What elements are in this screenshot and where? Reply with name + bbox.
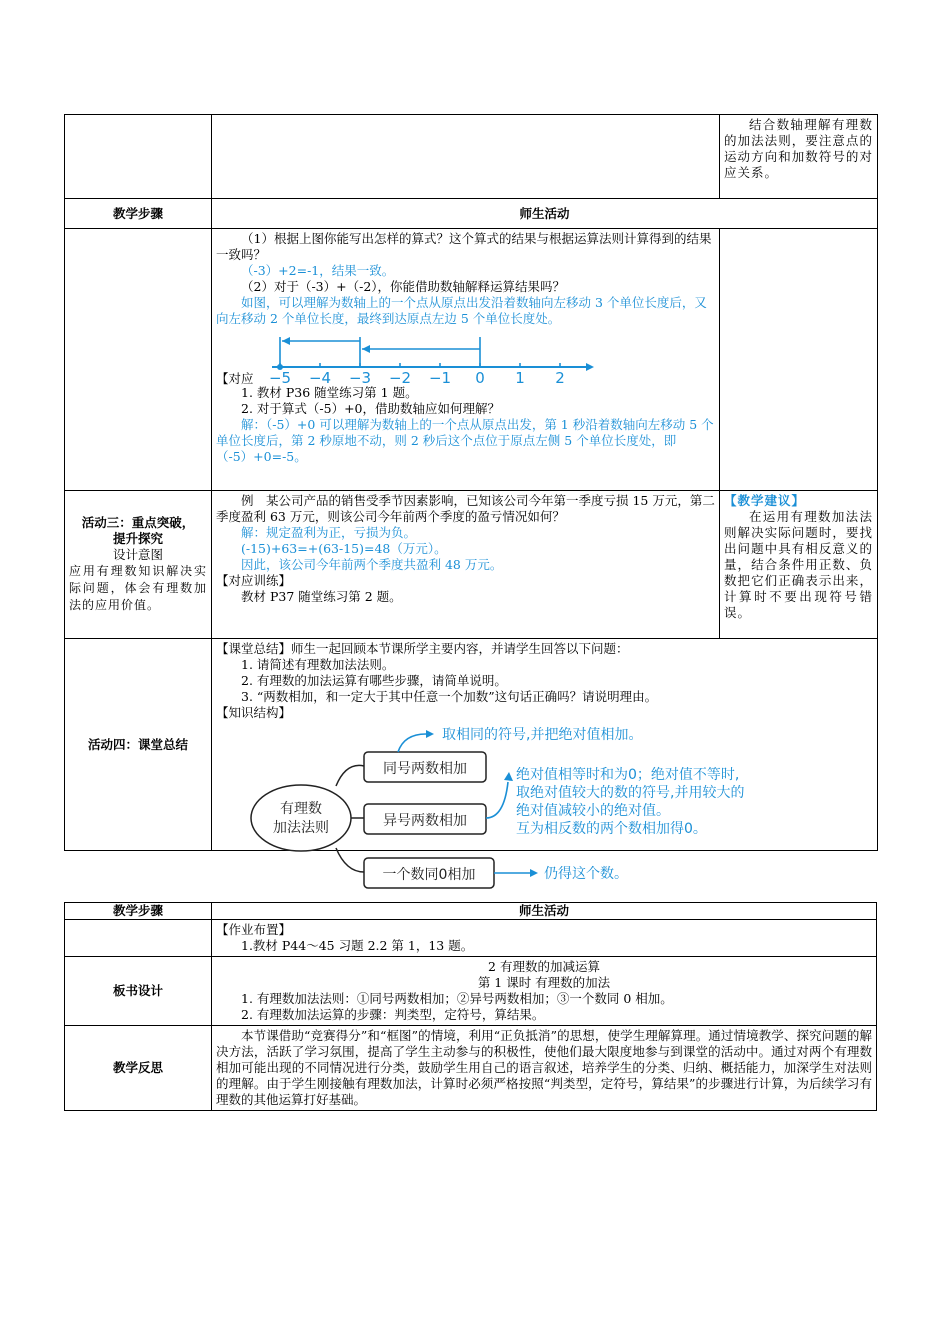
suggestion-title: 【教学建议】: [724, 493, 806, 508]
axis-arrow: [586, 363, 594, 371]
link-top: [336, 765, 364, 786]
training-text: 教材 P37 随堂练习第 2 题。: [241, 589, 402, 604]
axis-tick-label: 2: [555, 369, 565, 385]
design-intent: 应用有理数知识解决实际问题，体会有理数加法的应用价值。: [69, 564, 207, 612]
axis-tick-label: −3: [348, 369, 372, 385]
number-line-figure: [216, 327, 715, 385]
note-arrow-1: [398, 734, 426, 752]
header-activity-2: 师生活动: [212, 903, 877, 920]
table-row: [65, 491, 878, 639]
solution-line-1: 解：规定盈利为正，亏损为负。: [241, 525, 417, 540]
branch-same-sign-label: 同号两数相加: [383, 761, 467, 777]
table-row: [65, 115, 878, 199]
board-point-1: 1. 有理数加法法则：①同号两数相加；②异号两数相加；③一个数同 0 相加。: [241, 991, 673, 1006]
answer-1: （-3）+2=-1，结果一致。: [241, 263, 395, 278]
move-arrow-2-head: [282, 337, 290, 345]
table-header-row: [65, 903, 877, 920]
exercise-1: 1. 教材 P36 随堂练习第 1 题。: [241, 385, 418, 400]
summary-question-1: 1. 请简述有理数加法法则。: [241, 657, 395, 672]
cut-label: 【对应: [216, 371, 254, 385]
move-arrow-3-head: [362, 345, 370, 353]
summary-question-3: 3. “两数相加，和一定大于其中任意一个加数”这句话正确吗？请说明理由。: [241, 689, 658, 704]
homework-title: 【作业布置】: [216, 922, 292, 937]
center-node: [251, 785, 351, 851]
header-step-2: 教学步骤: [65, 903, 212, 920]
note-diff-line-4: 互为相反数的两个数相加得0。: [516, 821, 707, 837]
solution-line-2: (-15)+63=+(63-15)=48（万元）。: [241, 541, 447, 556]
board-title: 2 有理数的加减运算: [488, 959, 600, 974]
board-point-2: 2. 有理数加法运算的步骤：判类型，定符号，算结果。: [241, 1007, 545, 1022]
board-design-label: 板书设计: [112, 983, 163, 998]
axis-tick-label: −4: [308, 369, 332, 385]
activity-4-title: 活动四：课堂总结: [87, 736, 188, 752]
question-2: （2）对于（-3）+（-2），你能借助数轴解释运算结果吗？: [241, 279, 566, 294]
example-text: 例 某公司产品的销售受季节因素影响，已知该公司今年第一季度亏损 15 万元，第二季度盈利 63 万元，则该公司今年前两个季度的盈亏情况如何？: [216, 493, 715, 524]
solution-line-3: 因此，该公司今年前两个季度共盈利 48 万元。: [241, 557, 503, 572]
table-row: [65, 957, 877, 1026]
knowledge-mindmap: [246, 722, 806, 892]
axis-tick-label: 1: [515, 369, 525, 385]
activity-3-title: 活动三：重点突破，提升探究: [81, 515, 195, 546]
axis-tick-labels: [269, 369, 565, 385]
header-activity: 师生活动: [212, 199, 878, 229]
design-note: 结合数轴理解有理数的加法法则，要注意点的运动方向和加数符号的对应关系。: [724, 117, 873, 180]
axis-tick-label: −1: [428, 369, 452, 385]
answer-2: 如图，可以理解为数轴上的一个点从原点出发沿着数轴向左移动 3 个单位长度后，又向左移动 2 个单位长度，最终到达原点左边 5 个单位长度处。: [216, 295, 707, 326]
training-title: 【对应训练】: [216, 573, 292, 588]
axis-tick-label: −2: [388, 369, 412, 385]
table-header-row: [65, 199, 878, 229]
summary-intro: 【课堂总结】师生一起回顾本节课所学主要内容，并请学生回答以下问题：: [216, 641, 629, 656]
branch-diff-sign-label: 异号两数相加: [383, 813, 467, 829]
homework-text: 1.教材 P44～45 习题 2.2 第 1，13 题。: [241, 938, 474, 953]
knowledge-structure-title: 【知识结构】: [216, 705, 292, 720]
table-row: [65, 1026, 877, 1111]
question-1: （1）根据上图你能写出怎样的算式？这个算式的结果与根据运算法则计算得到的结果一致吗？: [216, 231, 712, 262]
branch-add-zero-label: 一个数同0相加: [382, 867, 476, 883]
center-label-line-2: 加法法则: [273, 820, 329, 836]
lesson-table-2: [64, 902, 877, 1111]
note-add-zero: 仍得这个数。: [544, 866, 628, 882]
board-subtitle: 第 1 课时 有理数的加法: [477, 975, 611, 990]
note-diff-line-1: 绝对值相等时和为0；绝对值不等时,: [516, 767, 740, 783]
axis-tick-label: −5: [268, 369, 292, 385]
exercise-2-answer: 解：（-5）+0 可以理解为数轴上的一个点从原点出发，第 1 秒沿着数轴向左移动 5 个单位长度后，第 2 秒原地不动，则 2 秒后这个点位于原点左侧 5 个单位长度处，即（-5）+0=-5。: [216, 417, 714, 464]
center-label-line-1: 有理数: [280, 801, 322, 817]
note-diff-line-2: 取绝对值较大的数的符号,并用较大的: [516, 785, 745, 801]
suggestion-text: 在运用有理数加法法则解决实际问题时，要找出问题中具有相反意义的量，结合条件用正数、负数把它们正确表示出来，计算时不要出现符号错误。: [724, 509, 873, 620]
note-same-sign: 取相同的符号,并把绝对值相加。: [442, 727, 643, 743]
table-row: [65, 229, 878, 491]
reflection-text: 本节课借助“竞赛得分”和“框图”的情境，利用“正负抵消”的思想，使学生理解算理。通过情境教学、探究问题的解决方法，活跃了学习氛围，提高了学生主动参与的积极性，使他们最大限度地参与到课堂的活动中。通过对两个有理数相加可能出现的不同情况进行分类，鼓励学生用自己的语言叙述，培养学生的分类、归纳、概括能力，加深学生对法则的理解。由于学生刚接触有理数加法，计算时必须严格按照“判类型，定符号，算结果”的步骤进行计算，为后续学习有理数的其他运算打好基础。: [216, 1028, 872, 1107]
number-line: [216, 327, 596, 385]
reflection-label: 教学反思: [112, 1060, 163, 1075]
exercise-2: 2. 对于算式（-5）+0，借助数轴应如何理解？: [241, 401, 501, 416]
design-intent-title: 设计意图: [112, 547, 163, 562]
summary-question-2: 2. 有理数的加法运算有哪些步骤，请简单说明。: [241, 673, 507, 688]
header-step: 教学步骤: [65, 199, 212, 229]
note-arrow-2: [486, 782, 508, 818]
axis-tick-label: 0: [475, 369, 485, 385]
table-row: [65, 920, 877, 957]
note-diff-line-3: 绝对值减较小的绝对值。: [516, 803, 670, 819]
